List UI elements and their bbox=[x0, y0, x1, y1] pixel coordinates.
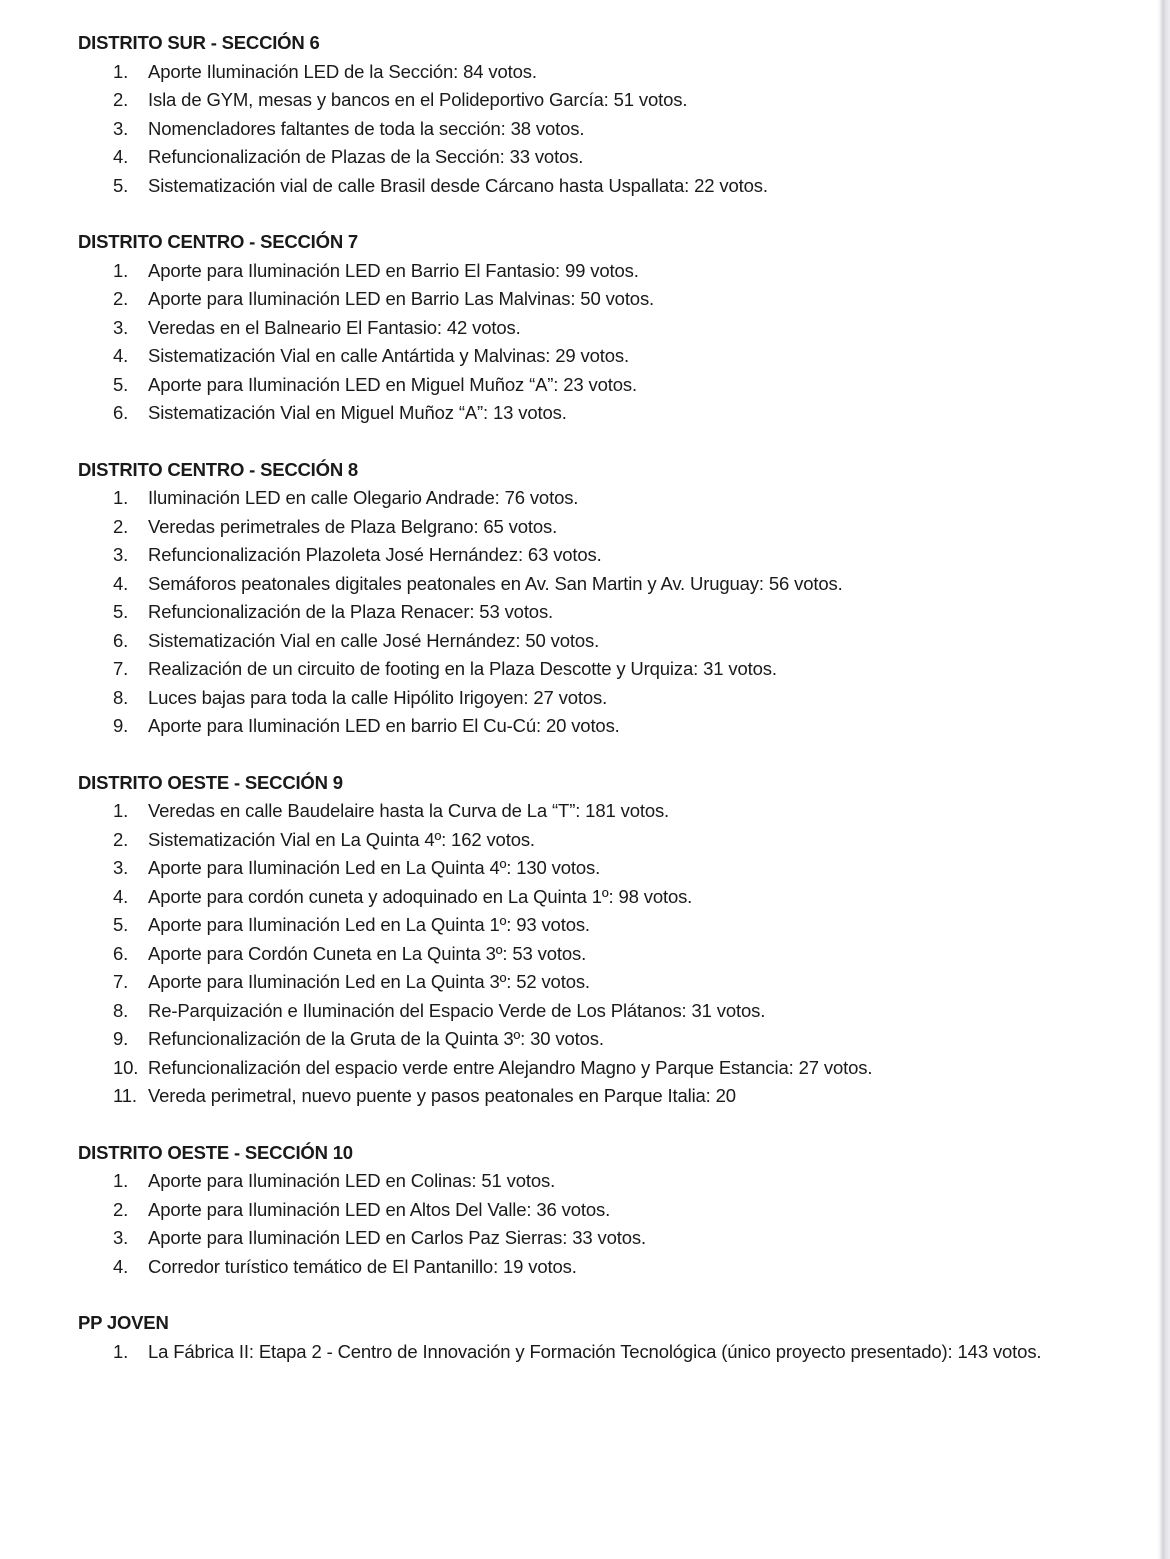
list-item-text: Aporte para Iluminación LED en Barrio Las Malvinas: 50 votos. bbox=[148, 288, 655, 309]
list-item bbox=[78, 143, 1138, 172]
list-item-number: 1. bbox=[113, 800, 129, 821]
list-item bbox=[78, 911, 1138, 940]
project-list bbox=[78, 1167, 1138, 1281]
list-item bbox=[78, 854, 1138, 883]
list-item-number: 2. bbox=[113, 828, 129, 850]
list-item bbox=[78, 1224, 1138, 1253]
list-item-text: Refuncionalización del espacio verde entre Alejandro Magno y Parque Estancia: 27 votos. bbox=[148, 1056, 873, 1078]
list-item-number: 5. bbox=[113, 174, 129, 196]
list-item-text: Aporte para Iluminación LED en Carlos Paz Sierras: 33 votos. bbox=[148, 1227, 646, 1248]
list-item bbox=[78, 86, 1138, 115]
list-item bbox=[78, 399, 1138, 428]
list-item bbox=[78, 598, 1138, 627]
section bbox=[78, 1139, 1138, 1282]
section-title: DISTRITO OESTE - SECCIÓN 9 bbox=[78, 771, 343, 793]
list-item bbox=[78, 1196, 1138, 1225]
list-item bbox=[78, 684, 1138, 713]
list-item-text: Isla de GYM, mesas y bancos en el Polideportivo García: 51 votos. bbox=[148, 89, 688, 110]
list-item-text: Refuncionalización de la Plaza Renacer: 53 votos. bbox=[148, 601, 554, 622]
project-list bbox=[78, 257, 1138, 428]
list-item-number: 4. bbox=[113, 885, 129, 907]
list-item-text: Aporte para cordón cuneta y adoquinado en La Quinta 1º: 98 votos. bbox=[148, 885, 693, 907]
document-content bbox=[78, 29, 1138, 1394]
list-item bbox=[78, 285, 1138, 314]
section bbox=[78, 228, 1138, 428]
list-item-text: Sistematización Vial en calle Antártida y Malvinas: 29 votos. bbox=[148, 345, 630, 366]
list-item-text: Veredas perimetrales de Plaza Belgrano: 65 votos. bbox=[148, 515, 558, 537]
list-item-number: 3. bbox=[113, 316, 129, 338]
list-item bbox=[78, 541, 1138, 570]
list-item-text: Aporte para Iluminación Led en La Quinta 1º: 93 votos. bbox=[148, 914, 590, 935]
section-title: PP JOVEN bbox=[78, 1312, 169, 1333]
list-item bbox=[78, 342, 1138, 371]
list-item bbox=[78, 1167, 1138, 1196]
list-item-number: 3. bbox=[113, 857, 129, 878]
list-item-text: Vereda perimetral, nuevo puente y pasos peatonales en Parque Italia: 20 bbox=[148, 1085, 736, 1106]
list-item-number: 6. bbox=[113, 402, 129, 423]
section-title: DISTRITO OESTE - SECCIÓN 10 bbox=[78, 1141, 353, 1163]
list-item-text: Iluminación LED en calle Olegario Andrade: 76 votos. bbox=[148, 487, 579, 508]
list-item-number: 3. bbox=[113, 1227, 129, 1248]
list-item-text: Semáforos peatonales digitales peatonales en Av. San Martin y Av. Uruguay: 56 votos. bbox=[148, 572, 843, 594]
list-item-text: Aporte para Iluminación LED en Altos Del Valle: 36 votos. bbox=[148, 1198, 611, 1220]
list-item bbox=[78, 826, 1138, 855]
list-item bbox=[78, 1025, 1138, 1054]
list-item-text: Realización de un circuito de footing en la Plaza Descotte y Urquiza: 31 votos. bbox=[148, 658, 777, 679]
list-item bbox=[78, 627, 1138, 656]
section bbox=[78, 769, 1138, 1111]
list-item bbox=[78, 940, 1138, 969]
list-item-text: Aporte para Iluminación LED en Colinas: 51 votos. bbox=[148, 1170, 556, 1191]
list-item-number: 2. bbox=[113, 515, 129, 537]
list-item-text: Refuncionalización Plazoleta José Hernández: 63 votos. bbox=[148, 544, 602, 565]
list-item-number: 5. bbox=[113, 601, 129, 622]
section-title: DISTRITO SUR - SECCIÓN 6 bbox=[78, 32, 320, 53]
list-item bbox=[78, 314, 1138, 343]
list-item-number: 1. bbox=[113, 487, 129, 508]
list-item bbox=[78, 484, 1138, 513]
list-item-number: 10. bbox=[113, 1056, 139, 1078]
list-item-text: Aporte para Cordón Cuneta en La Quinta 3º: 53 votos. bbox=[148, 942, 587, 964]
section bbox=[78, 29, 1138, 200]
list-item-text: Re-Parquización e Iluminación del Espacio Verde de Los Plátanos: 31 votos. bbox=[148, 999, 766, 1021]
project-list bbox=[78, 797, 1138, 1111]
list-item-text: Refuncionalización de Plazas de la Sección: 33 votos. bbox=[148, 146, 584, 167]
list-item-number: 1. bbox=[113, 1340, 129, 1362]
list-item-text: Aporte para Iluminación LED en Miguel Muñoz “A”: 23 votos. bbox=[148, 373, 637, 395]
list-item bbox=[78, 513, 1138, 542]
list-item-number: 11. bbox=[113, 1085, 137, 1106]
list-item-number: 8. bbox=[113, 999, 129, 1021]
list-item-number: 6. bbox=[113, 942, 129, 964]
list-item-text: Nomencladores faltantes de toda la sección: 38 votos. bbox=[148, 117, 585, 139]
list-item-number: 2. bbox=[113, 1198, 129, 1220]
list-item-text: Luces bajas para toda la calle Hipólito Irigoyen: 27 votos. bbox=[148, 686, 608, 708]
list-item-text: Corredor turístico temático de El Pantanillo: 19 votos. bbox=[148, 1255, 577, 1277]
list-item-number: 8. bbox=[113, 686, 129, 708]
list-item-number: 1. bbox=[113, 259, 129, 281]
list-item-number: 4. bbox=[113, 146, 129, 167]
list-item bbox=[78, 797, 1138, 826]
list-item bbox=[78, 712, 1138, 741]
list-item bbox=[78, 371, 1138, 400]
list-item bbox=[78, 257, 1138, 286]
list-item-number: 4. bbox=[113, 345, 129, 366]
project-list bbox=[78, 1338, 1138, 1367]
list-item-text: Aporte para Iluminación Led en La Quinta 4º: 130 votos. bbox=[148, 857, 601, 878]
list-item bbox=[78, 1082, 1138, 1111]
list-item bbox=[78, 58, 1138, 87]
list-item-text: Veredas en calle Baudelaire hasta la Curva de La “T”: 181 votos. bbox=[148, 800, 670, 821]
list-item-number: 1. bbox=[113, 1170, 129, 1191]
list-item-number: 5. bbox=[113, 914, 129, 935]
list-item bbox=[78, 655, 1138, 684]
list-item-text: Sistematización vial de calle Brasil desde Cárcano hasta Uspallata: 22 votos. bbox=[148, 174, 768, 196]
list-item bbox=[78, 1338, 1138, 1367]
project-list bbox=[78, 484, 1138, 741]
list-item-number: 2. bbox=[113, 89, 129, 110]
list-item-number: 5. bbox=[113, 373, 129, 395]
list-item-number: 4. bbox=[113, 1255, 129, 1277]
list-item-number: 3. bbox=[113, 117, 129, 139]
list-item-number: 3. bbox=[113, 544, 129, 565]
list-item-text: Refuncionalización de la Gruta de la Quinta 3º: 30 votos. bbox=[148, 1028, 604, 1049]
list-item bbox=[78, 570, 1138, 599]
section-title: DISTRITO CENTRO - SECCIÓN 7 bbox=[78, 231, 359, 252]
list-item-text: Sistematización Vial en La Quinta 4º: 162 votos. bbox=[148, 828, 535, 850]
list-item-number: 2. bbox=[113, 288, 129, 309]
list-item-number: 7. bbox=[113, 658, 129, 679]
section bbox=[78, 456, 1138, 741]
list-item bbox=[78, 883, 1138, 912]
list-item-text: La Fábrica II: Etapa 2 - Centro de Innovación y Formación Tecnológica (único proyecto presentado): 143 votos. bbox=[148, 1340, 1042, 1362]
list-item-text: Veredas en el Balneario El Fantasio: 42 votos. bbox=[148, 316, 521, 338]
page-edge-shadow bbox=[1158, 0, 1170, 1559]
list-item-text: Aporte para Iluminación LED en Barrio El Fantasio: 99 votos. bbox=[148, 259, 639, 281]
list-item bbox=[78, 115, 1138, 144]
list-item-number: 4. bbox=[113, 572, 129, 594]
list-item-text: Sistematización Vial en calle José Hernández: 50 votos. bbox=[148, 629, 600, 651]
list-item-number: 6. bbox=[113, 629, 129, 651]
list-item-text: Aporte para Iluminación Led en La Quinta 3º: 52 votos. bbox=[148, 971, 590, 992]
list-item bbox=[78, 997, 1138, 1026]
list-item-number: 1. bbox=[113, 60, 129, 82]
list-item-text: Aporte Iluminación LED de la Sección: 84 votos. bbox=[148, 60, 537, 82]
list-item-number: 9. bbox=[113, 715, 129, 736]
project-list bbox=[78, 58, 1138, 201]
list-item-number: 7. bbox=[113, 971, 129, 992]
list-item bbox=[78, 172, 1138, 201]
section bbox=[78, 1309, 1138, 1366]
list-item bbox=[78, 968, 1138, 997]
list-item-text: Aporte para Iluminación LED en barrio El Cu-Cú: 20 votos. bbox=[148, 715, 620, 736]
list-item-number: 9. bbox=[113, 1028, 129, 1049]
list-item-text: Sistematización Vial en Miguel Muñoz “A”: 13 votos. bbox=[148, 402, 567, 423]
list-item bbox=[78, 1054, 1138, 1083]
section-title: DISTRITO CENTRO - SECCIÓN 8 bbox=[78, 458, 359, 480]
list-item bbox=[78, 1253, 1138, 1282]
